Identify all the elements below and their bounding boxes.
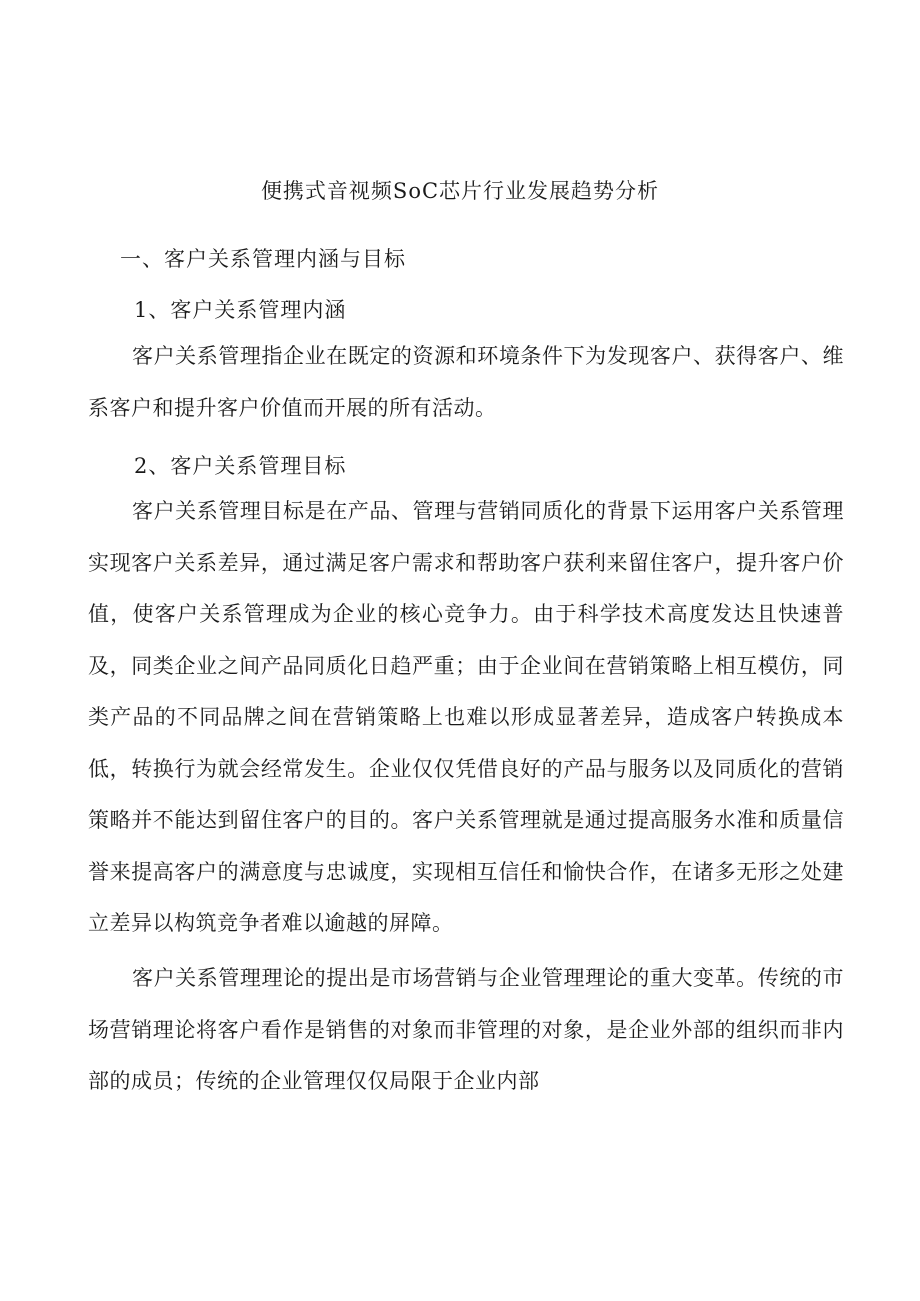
subsection-heading-1: 1、客户关系管理内涵 — [134, 298, 347, 322]
document-title: 便携式音视频SoC芯片行业发展趋势分析 — [260, 179, 660, 203]
paragraph-1: 客户关系管理指企业在既定的资源和环境条件下为发现客户、获得客户、维系客户和提升客户价值而开展的所有活动。 — [88, 344, 844, 420]
paragraph-3: 客户关系管理理论的提出是市场营销与企业管理理论的重大变革。传统的市场营销理论将客户看作是销售的对象而非管理的对象，是企业外部的组织而非内部的成员；传统的企业管理仅仅局限于企业内部 — [88, 966, 844, 1093]
section-heading-1: 一、客户关系管理内涵与目标 — [120, 247, 406, 271]
subsection-heading-2: 2、客户关系管理目标 — [134, 454, 347, 478]
paragraph-2: 客户关系管理目标是在产品、管理与营销同质化的背景下运用客户关系管理实现客户关系差异，通过满足客户需求和帮助客户获利来留住客户，提升客户价值，使客户关系管理成为企业的核心竞争力。由于科学技术高度发达且快速普及，同类企业之间产品同质化日趋严重；由于企业间在营销策略上相互模仿，同类产品的不同品牌之间在营销策略上也难以形成显著差异，造成客户转换成本低，转换行为就会经常发生。企业仅仅凭借良好的产品与服务以及同质化的营销策略并不能达到留住客户的目的。客户关系管理就是通过提高服务水准和质量信誉来提高客户的满意度与忠诚度，实现相互信任和愉快合作，在诸多无形之处建立差异以构筑竞争者难以逾越的屏障。 — [88, 499, 844, 935]
